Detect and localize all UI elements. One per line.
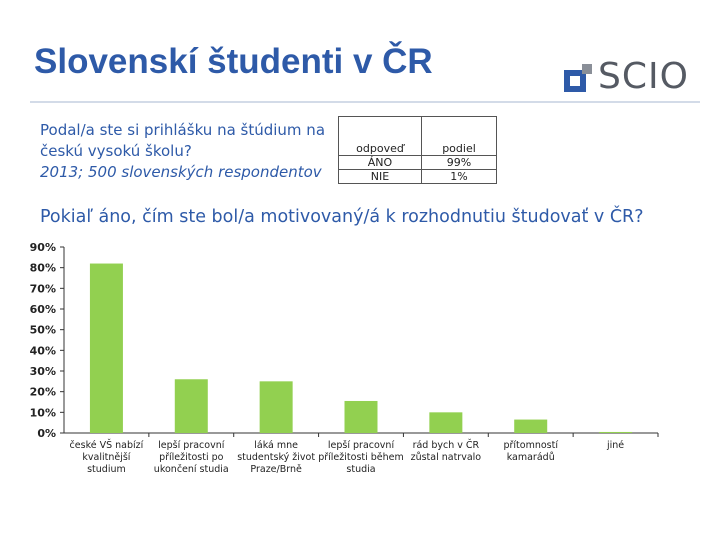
question-sample-note: 2013; 500 slovenských respondentov <box>40 163 322 181</box>
x-tick-label: přítomností kamarádů <box>503 440 558 463</box>
y-tick-label: 10% <box>29 406 56 420</box>
bar <box>175 379 208 433</box>
y-tick-label: 80% <box>29 261 56 275</box>
table-row <box>339 156 497 170</box>
x-tick-label: jiné <box>606 440 625 451</box>
x-tick-label: láká mne studentský život Praze/Brně <box>237 440 316 475</box>
y-tick-label: 60% <box>29 303 56 316</box>
survey-question <box>40 120 325 183</box>
table-row <box>339 170 497 184</box>
page-title: Slovenskí študenti v ČR <box>34 42 433 81</box>
bar <box>345 401 378 433</box>
answers-header-answer: odpoveď <box>339 117 422 156</box>
bar <box>429 412 462 433</box>
answers-header-share: podiel <box>422 117 497 156</box>
y-tick-label: 50% <box>29 323 56 337</box>
share-cell: 99% <box>422 156 497 170</box>
bar <box>599 432 632 433</box>
x-tick-label: české VŠ nabízí kvalitnější studium <box>69 440 144 475</box>
answers-header-row <box>339 117 497 156</box>
y-tick-label: 20% <box>29 385 56 399</box>
y-tick-label: 30% <box>29 365 56 378</box>
bar <box>260 381 293 433</box>
y-tick-label: 90% <box>29 241 56 254</box>
motivation-bar-chart <box>0 236 720 480</box>
answers-table <box>338 116 497 184</box>
x-tick-label: lepší pracovní příležitosti během studia <box>318 440 404 475</box>
question-line-1: Podal/a ste si prihlášku na štúdium na <box>40 121 326 139</box>
chart-question: Pokiaľ áno, čím ste bol/a motivovaný/á k rozhodnutiu študovať v ČR? <box>40 207 644 227</box>
x-tick-label: lepší pracovní příležitosti po ukončení studia <box>153 440 229 475</box>
title-divider <box>30 101 700 103</box>
y-tick-label: 40% <box>29 344 56 358</box>
logo-mark-icon <box>564 64 594 94</box>
question-line-2: českú vysokú školu? <box>40 142 192 160</box>
bar <box>514 420 547 433</box>
x-tick-label: rád bych v ČR zůstal natrvalo <box>410 440 482 463</box>
answer-cell: NIE <box>339 170 422 184</box>
share-cell: 1% <box>422 170 497 184</box>
y-tick-label: 70% <box>29 282 56 296</box>
logo-text: SCIO <box>598 56 689 97</box>
answer-cell: ÁNO <box>339 156 422 170</box>
bar <box>90 264 123 433</box>
y-tick-label: 0% <box>37 427 56 440</box>
